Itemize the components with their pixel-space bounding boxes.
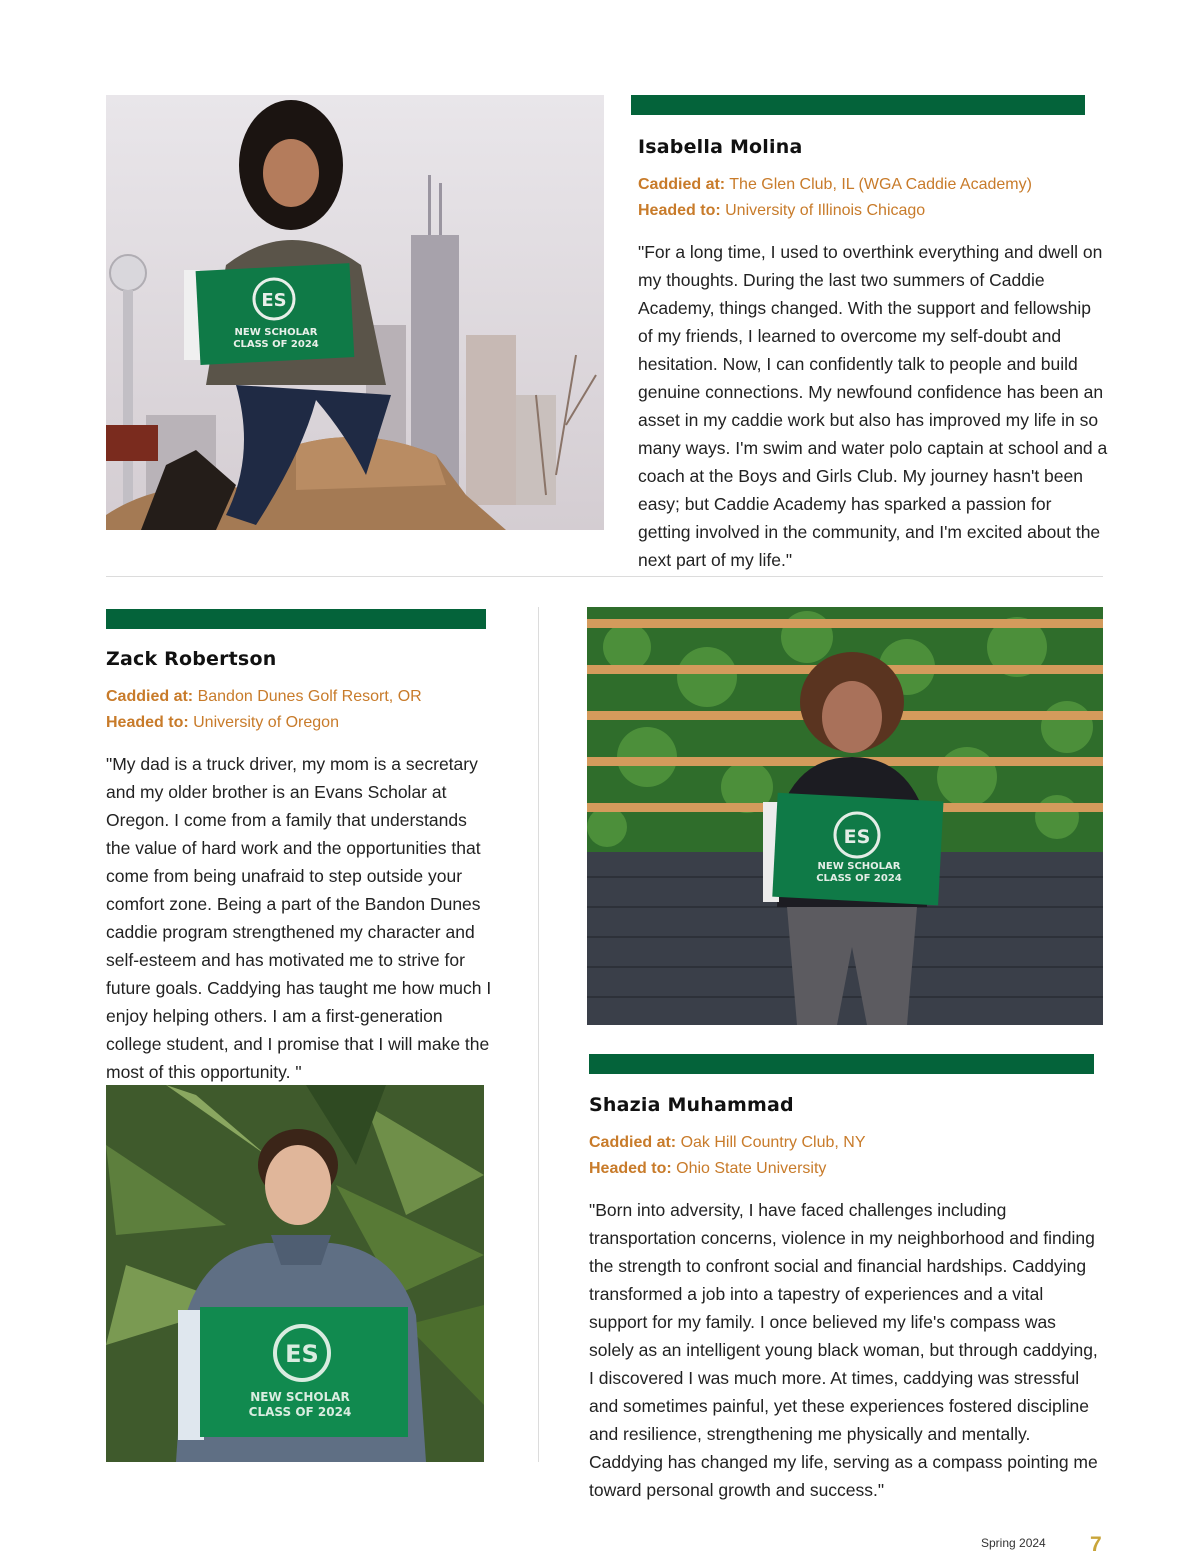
zack-profile xyxy=(106,648,496,1086)
zack-name: Zack Robertson xyxy=(106,648,277,670)
headed-label: Headed to: xyxy=(106,714,189,731)
shazia-name: Shazia Muhammad xyxy=(589,1094,794,1116)
headed-label: Headed to: xyxy=(638,202,721,219)
zack-headed xyxy=(106,710,496,736)
isabella-profile xyxy=(638,136,1108,574)
isabella-headed xyxy=(638,198,1108,224)
isabella-caddied xyxy=(638,172,1108,198)
headed-label: Headed to: xyxy=(589,1160,672,1177)
caddied-label: Caddied at: xyxy=(589,1134,677,1151)
page-number: 7 xyxy=(1090,1533,1102,1556)
shazia-caddied xyxy=(589,1130,1105,1156)
headed-value: University of Oregon xyxy=(193,714,339,731)
svg-text:ES: ES xyxy=(843,826,871,848)
headed-value: University of Illinois Chicago xyxy=(725,202,926,219)
svg-text:ES: ES xyxy=(285,1340,319,1368)
shazia-photo xyxy=(587,607,1103,1025)
column-divider xyxy=(538,607,539,1462)
svg-text:ES: ES xyxy=(261,290,287,311)
shazia-flag-line2: CLASS OF 2024 xyxy=(816,873,902,884)
zack-flag-line2: CLASS OF 2024 xyxy=(248,1405,352,1419)
zack-quote: "My dad is a truck driver, my mom is a secretary and my older brother is an Evans Scholar at Oregon. I come from a family that understands the value of hard work and the opportunities that come from being unafraid to step outside your comfort zone. Being a part of the Bandon Dunes caddie program strengthened my character and self-esteem and has motivated me to strive for future goals. Caddying has taught me how much I enjoy helping others. I am a first-generation college student, and I promise that I will make the most of this opportunity. " xyxy=(106,754,492,1082)
shazia-flag-line1: NEW SCHOLAR xyxy=(817,861,901,872)
headed-value: Ohio State University xyxy=(676,1160,827,1177)
shazia-profile xyxy=(589,1094,1105,1504)
issue-label: Spring 2024 xyxy=(981,1536,1046,1550)
caddied-label: Caddied at: xyxy=(638,176,726,193)
isabella-flag-line1: NEW SCHOLAR xyxy=(234,327,318,338)
isabella-name: Isabella Molina xyxy=(638,136,803,158)
zack-accent-bar xyxy=(106,609,486,629)
caddied-value: The Glen Club, IL (WGA Caddie Academy) xyxy=(729,176,1032,193)
zack-caddied xyxy=(106,684,496,710)
section-divider xyxy=(106,576,1103,577)
zack-flag-line1: NEW SCHOLAR xyxy=(250,1390,350,1404)
caddied-value: Bandon Dunes Golf Resort, OR xyxy=(197,688,422,705)
isabella-quote: "For a long time, I used to overthink everything and dwell on my thoughts. During the last two summers of Caddie Academy, things changed. With the support and fellowship of my friends, I learned to overcome my self-doubt and hesitation. Now, I can confidently talk to people and build genuine connections. My newfound confidence has been an asset in my caddie work but also has improved my life in so many ways. I'm swim and water polo captain at school and a coach at the Boys and Girls Club. My journey hasn't been easy; but Caddie Academy has sparked a passion for getting involved in the community, and I'm excited about the next part of my life." xyxy=(638,242,1108,570)
zack-photo xyxy=(106,1085,484,1462)
caddied-value: Oak Hill Country Club, NY xyxy=(680,1134,866,1151)
caddied-label: Caddied at: xyxy=(106,688,194,705)
isabella-flag-line2: CLASS OF 2024 xyxy=(233,339,319,350)
isabella-photo xyxy=(106,95,604,530)
shazia-headed xyxy=(589,1156,1105,1182)
isabella-accent-bar xyxy=(631,95,1085,115)
shazia-quote: "Born into adversity, I have faced challenges including transportation concerns, violence in my neighborhood and finding the strength to confront social and financial hardships. Caddying transformed a job into a tapestry of experiences and a vital support for my family. I once believed my life's compass was solely as an intelligent young black woman, but through caddying, I discovered I was much more. At times, caddying was stressful and sometimes painful, yet these experiences fostered discipline and resilience, strengthening me physically and mentally. Caddying has changed my life, serving as a compass pointing me toward personal growth and success." xyxy=(589,1200,1098,1500)
shazia-accent-bar xyxy=(589,1054,1094,1074)
